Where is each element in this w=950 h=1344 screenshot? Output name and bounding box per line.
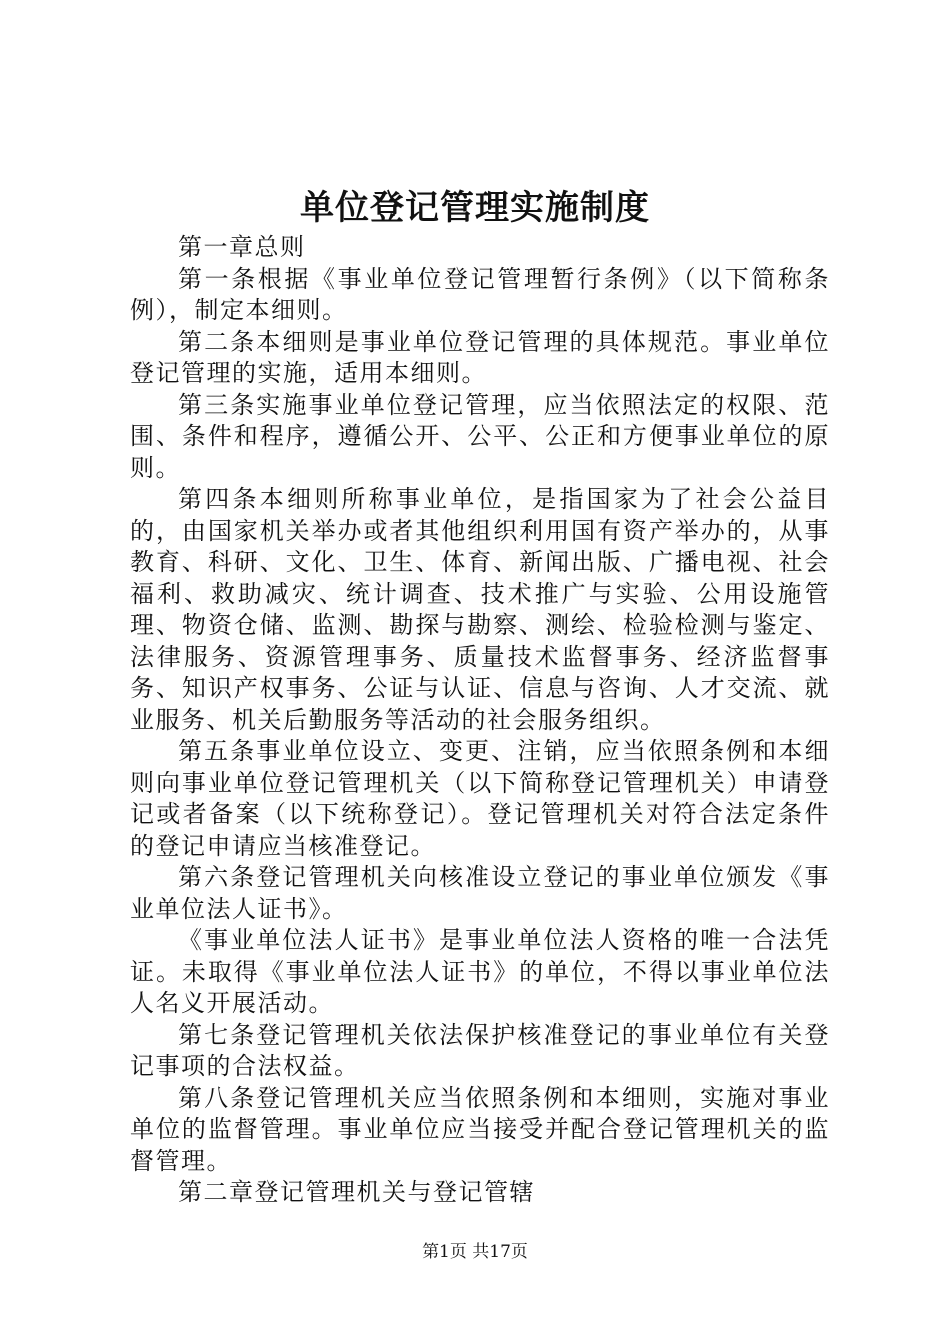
article-paragraph: 第八条登记管理机关应当依照条例和本细则，实施对事业单位的监督管理。事业单位应当接受并配合登记管理机关的监督管理。 (130, 1083, 830, 1175)
article-paragraph: 第二条本细则是事业单位登记管理的具体规范。事业单位登记管理的实施，适用本细则。 (130, 327, 830, 387)
page-number-footer: 第1页 共17页 (422, 1242, 528, 1262)
article-paragraph: 第七条登记管理机关依法保护核准登记的事业单位有关登记事项的合法权益。 (130, 1020, 830, 1080)
article-paragraph: 第三条实施事业单位登记管理，应当依照法定的权限、范围、条件和程序，遵循公开、公平、公正和方便事业单位的原则。 (130, 390, 830, 482)
chapter-heading: 第一章总则 (178, 233, 306, 261)
document-body (130, 232, 830, 1209)
article-paragraph: 第五条事业单位设立、变更、注销，应当依照条例和本细则向事业单位登记管理机关（以下简称登记管理机关）申请登记或者备案（以下统称登记）。登记管理机关对符合法定条件的登记申请应当核准登记。 (130, 737, 830, 860)
article-paragraph: 第六条登记管理机关向核准设立登记的事业单位颁发《事业单位法人证书》。 (130, 863, 830, 923)
article-paragraph: 第四条本细则所称事业单位，是指国家为了社会公益目的，由国家机关举办或者其他组织利用国有资产举办的，从事教育、科研、文化、卫生、体育、新闻出版、广播电视、社会福利、救助减灾、统计调查、技术推广与实验、公用设施管理、物资仓储、监测、勘探与勘察、测绘、检验检测与鉴定、法律服务、资源管理事务、质量技术监督事务、经济监督事务、知识产权事务、公证与认证、信息与咨询、人才交流、就业服务、机关后勤服务等活动的社会服务组织。 (130, 485, 830, 734)
document-title: 单位登记管理实施制度 (300, 188, 650, 228)
chapter-heading: 第二章登记管理机关与登记管辖 (178, 1178, 535, 1206)
article-paragraph: 《事业单位法人证书》是事业单位法人资格的唯一合法凭证。未取得《事业单位法人证书》的单位，不得以事业单位法人名义开展活动。 (130, 926, 830, 1017)
article-paragraph: 第一条根据《事业单位登记管理暂行条例》（以下简称条例），制定本细则。 (130, 264, 830, 324)
